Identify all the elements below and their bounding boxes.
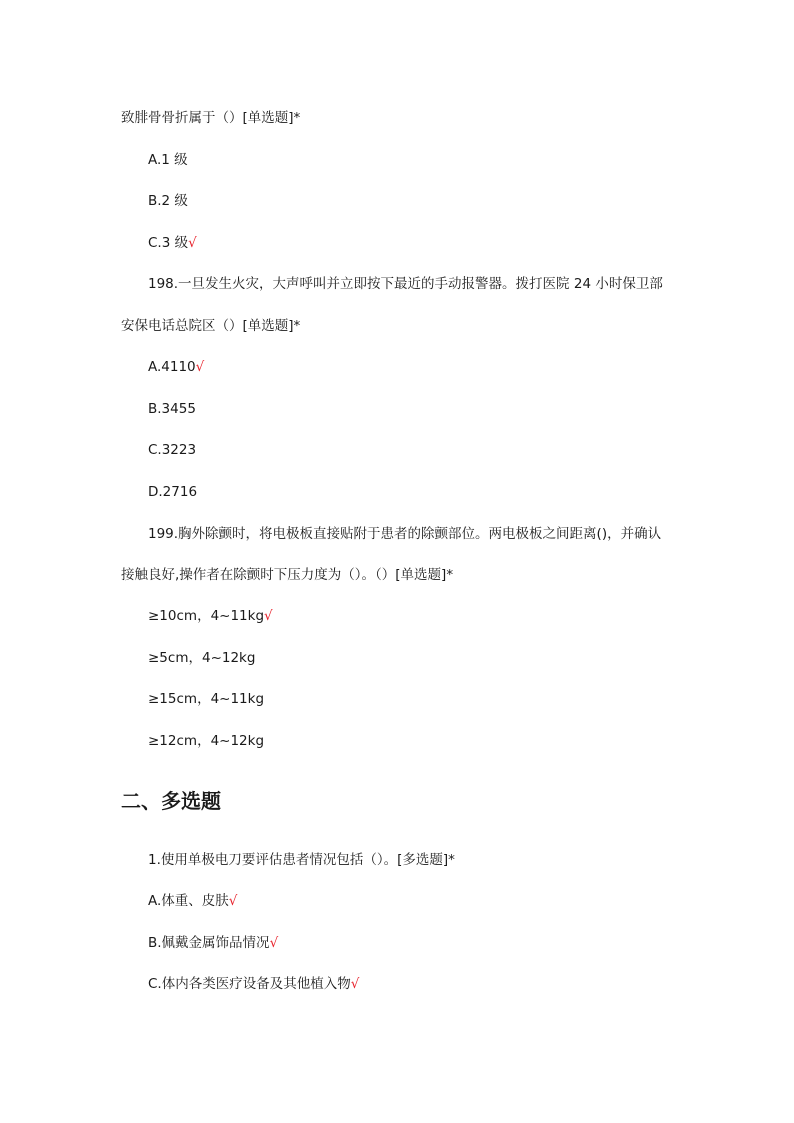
option-b: B.2 级 xyxy=(148,193,188,209)
option-b: B.3455 xyxy=(148,401,196,417)
option-1: ≥10cm，4~11kg√ xyxy=(148,608,273,624)
option-a: A.1 级 xyxy=(148,152,188,168)
question-stem-line1: 199.胸外除颤时，将电极板直接贴附于患者的除颤部位。两电极板之间距离()，并确认 xyxy=(148,526,662,542)
correct-check-icon: √ xyxy=(269,935,279,951)
correct-check-icon: √ xyxy=(264,608,273,624)
correct-check-icon: √ xyxy=(188,235,197,251)
option-4: ≥12cm，4~12kg xyxy=(148,733,265,749)
option-c: C.体内各类医疗设备及其他植入物√ xyxy=(148,976,360,992)
option-c: C.3223 xyxy=(148,442,197,458)
correct-check-icon: √ xyxy=(195,359,205,375)
question-stem: 致腓骨骨折属于（）[单选题]* xyxy=(121,110,301,126)
question-stem-line2: 安保电话总院区（）[单选题]* xyxy=(121,318,301,334)
correct-check-icon: √ xyxy=(350,976,360,992)
correct-check-icon: √ xyxy=(228,893,238,909)
option-c: C.3 级√ xyxy=(148,235,197,251)
question-stem-line1: 198.一旦发生火灾，大声呼叫并立即按下最近的手动报警器。拨打医院 24 小时保卫部 xyxy=(148,276,663,292)
question-stem: 1.使用单极电刀要评估患者情况包括（）。[多选题]* xyxy=(148,852,455,868)
question-stem-line2: 接触良好,操作者在除颤时下压力度为（）。（）[单选题]* xyxy=(121,567,454,583)
option-b: B.佩戴金属饰品情况√ xyxy=(148,935,279,951)
option-a: A.体重、皮肤√ xyxy=(148,893,238,909)
section-heading: 二、多选题 xyxy=(121,789,221,813)
option-2: ≥5cm，4~12kg xyxy=(148,650,256,666)
option-a: A.4110√ xyxy=(148,359,205,375)
option-3: ≥15cm，4~11kg xyxy=(148,691,265,707)
option-d: D.2716 xyxy=(148,484,198,500)
